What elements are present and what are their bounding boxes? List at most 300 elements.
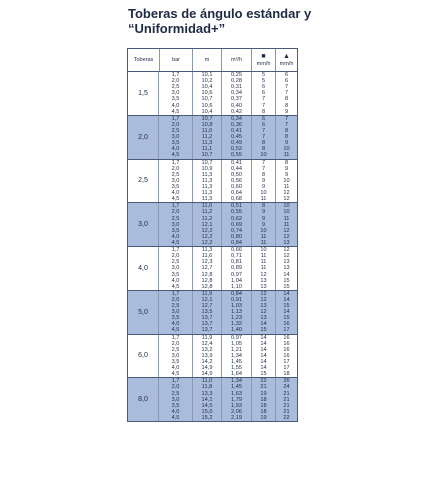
cell-m: 11,1 xyxy=(192,146,221,152)
cell-triangle: 6 xyxy=(275,78,297,84)
cell-bar: 3,0 xyxy=(171,352,180,359)
cell-bar: 3,0 xyxy=(171,309,180,316)
cell-m3h: 1,23 xyxy=(221,315,251,321)
cell-square: 10 xyxy=(251,228,275,234)
cell-m3h: 1,55 xyxy=(221,365,251,371)
cell-bar: 2,5 xyxy=(171,215,180,222)
cell-m3h: 0,25 xyxy=(221,72,251,78)
cell-bar: 1,7 xyxy=(171,290,180,297)
cell-square: 13 xyxy=(251,315,275,321)
cell-square: 13 xyxy=(251,278,275,284)
cell-triangle: 8 xyxy=(275,134,297,140)
cell-triangle: 7 xyxy=(275,90,297,96)
header-m3h xyxy=(221,49,251,71)
cell-bar: 2,5 xyxy=(171,171,180,178)
cell-triangle: 16 xyxy=(275,335,297,341)
cell-bar: 3,5 xyxy=(171,140,180,147)
cell-bar: 4,5 xyxy=(171,108,180,115)
cell-triangle: 11 xyxy=(275,152,297,158)
cell-bar: 2,0 xyxy=(171,296,180,303)
cell-m3h: 0,62 xyxy=(221,216,251,222)
cell-triangle: 9 xyxy=(275,109,297,115)
cell-square: 21 xyxy=(251,384,275,390)
cell-square: 11 xyxy=(251,265,275,271)
cell-triangle: 13 xyxy=(275,265,297,271)
cell-m3h: 1,04 xyxy=(221,278,251,284)
header-bar xyxy=(159,49,192,71)
cell-m3h: 0,50 xyxy=(221,172,251,178)
tobera-label: 8,0 xyxy=(128,378,159,421)
cell-triangle: 14 xyxy=(275,291,297,297)
cell-triangle: 13 xyxy=(275,259,297,265)
cell-m: 11,3 xyxy=(192,140,221,146)
cell-triangle: 10 xyxy=(275,146,297,152)
cell-square: 14 xyxy=(251,335,275,341)
cell-triangle: 13 xyxy=(275,240,297,246)
cell-bar: 2,0 xyxy=(171,78,180,85)
cell-m3h: 1,34 xyxy=(221,378,251,384)
cell-m3h: 1,63 xyxy=(221,391,251,397)
cell-square: 8 xyxy=(251,172,275,178)
cell-m3h: 1,03 xyxy=(221,303,251,309)
cell-bar: 3,0 xyxy=(171,134,180,141)
cell-bar: 2,0 xyxy=(171,121,180,128)
header-square-unit: mm/h xyxy=(256,61,271,67)
cell-m3h: 0,55 xyxy=(221,209,251,215)
cell-m3h: 0,80 xyxy=(221,234,251,240)
cell-m3h: 0,55 xyxy=(221,152,251,158)
cell-m3h: 0,68 xyxy=(221,196,251,202)
cell-m: 14,5 xyxy=(192,403,221,409)
cell-square: 11 xyxy=(251,259,275,265)
cell-bar: 2,0 xyxy=(171,384,180,391)
cell-m: 12,8 xyxy=(192,272,221,278)
cell-triangle: 17 xyxy=(275,365,297,371)
cell-m: 12,3 xyxy=(192,259,221,265)
table-row xyxy=(159,240,297,246)
tobera-label: 4,0 xyxy=(128,247,159,290)
cell-m3h: 0,97 xyxy=(221,335,251,341)
cell-bar: 1,7 xyxy=(171,334,180,341)
cell-square: 10 xyxy=(251,247,275,253)
cell-m: 10,4 xyxy=(192,109,221,115)
cell-m3h: 0,56 xyxy=(221,178,251,184)
cell-m3h: 0,44 xyxy=(221,166,251,172)
cell-m3h: 0,60 xyxy=(221,184,251,190)
cell-bar: 4,5 xyxy=(171,239,180,246)
cell-square: 11 xyxy=(251,240,275,246)
cell-triangle: 7 xyxy=(275,84,297,90)
cell-square: 9 xyxy=(251,184,275,190)
cell-square: 6 xyxy=(251,116,275,122)
cell-triangle: 14 xyxy=(275,272,297,278)
cell-triangle: 9 xyxy=(275,140,297,146)
page-title: Toberas de ángulo estándar y “Uniformidad+” xyxy=(128,6,312,36)
cell-square: 15 xyxy=(251,327,275,333)
header-m xyxy=(192,49,221,71)
cell-square: 14 xyxy=(251,359,275,365)
cell-m: 15,0 xyxy=(192,409,221,415)
cell-m: 13,5 xyxy=(192,309,221,315)
cell-triangle: 8 xyxy=(275,103,297,109)
cell-square: 14 xyxy=(251,365,275,371)
cell-triangle: 11 xyxy=(275,216,297,222)
cell-triangle: 15 xyxy=(275,284,297,290)
table-row xyxy=(159,327,297,333)
cell-bar: 4,5 xyxy=(171,196,180,203)
cell-square: 11 xyxy=(251,253,275,259)
cell-m3h: 1,45 xyxy=(221,384,251,390)
table-row xyxy=(159,415,297,421)
cell-square: 22 xyxy=(251,378,275,384)
cell-m3h: 1,13 xyxy=(221,309,251,315)
cell-m: 10,6 xyxy=(192,103,221,109)
cell-m: 11,0 xyxy=(192,128,221,134)
header-triangle-unit: mm/h xyxy=(279,61,294,67)
cell-square: 13 xyxy=(251,284,275,290)
cell-m: 14,1 xyxy=(192,397,221,403)
cell-square: 12 xyxy=(251,309,275,315)
group-rows xyxy=(159,247,297,290)
cell-bar: 3,5 xyxy=(171,402,180,409)
cell-triangle: 12 xyxy=(275,253,297,259)
cell-m3h: 1,79 xyxy=(221,397,251,403)
nozzle-group xyxy=(128,159,297,203)
cell-m3h: 0,84 xyxy=(221,240,251,246)
cell-m: 11,3 xyxy=(192,184,221,190)
cell-m: 11,3 xyxy=(192,247,221,253)
square-spacing-icon: ■ xyxy=(261,53,266,60)
cell-bar: 2,5 xyxy=(171,84,180,91)
cell-m: 10,1 xyxy=(192,72,221,78)
table-header xyxy=(128,49,297,72)
cell-square: 8 xyxy=(251,140,275,146)
cell-triangle: 18 xyxy=(275,371,297,377)
cell-m3h: 0,81 xyxy=(221,259,251,265)
cell-m3h: 2,19 xyxy=(221,415,251,421)
cell-m3h: 0,49 xyxy=(221,140,251,146)
cell-square: 9 xyxy=(251,216,275,222)
cell-bar: 2,0 xyxy=(171,165,180,172)
cell-bar: 1,7 xyxy=(171,247,180,254)
cell-m3h: 0,71 xyxy=(221,253,251,259)
cell-bar: 4,0 xyxy=(171,321,180,328)
cell-m3h: 0,89 xyxy=(221,265,251,271)
nozzle-group xyxy=(128,334,297,378)
cell-square: 8 xyxy=(251,146,275,152)
cell-m: 10,7 xyxy=(192,116,221,122)
tobera-label: 3,0 xyxy=(128,203,159,246)
cell-m: 10,7 xyxy=(192,152,221,158)
cell-triangle: 17 xyxy=(275,359,297,365)
nozzle-group xyxy=(128,115,297,159)
cell-square: 7 xyxy=(251,134,275,140)
cell-m3h: 0,45 xyxy=(221,134,251,140)
cell-m: 13,9 xyxy=(192,353,221,359)
group-rows xyxy=(159,72,297,115)
cell-m: 11,9 xyxy=(192,335,221,341)
header-bar-label: bar xyxy=(172,57,180,63)
cell-square: 14 xyxy=(251,341,275,347)
cell-bar: 2,5 xyxy=(171,303,180,310)
cell-bar: 1,7 xyxy=(171,72,180,78)
cell-triangle: 22 xyxy=(275,415,297,421)
header-m3h-label: m³/h xyxy=(231,57,242,63)
cell-m: 11,6 xyxy=(192,253,221,259)
cell-square: 8 xyxy=(251,109,275,115)
nozzle-group xyxy=(128,246,297,290)
cell-bar: 4,0 xyxy=(171,408,180,415)
cell-bar: 4,0 xyxy=(171,146,180,153)
header-square xyxy=(251,49,275,71)
cell-square: 6 xyxy=(251,90,275,96)
header-toberas-label: Toberas xyxy=(133,57,154,63)
cell-m: 10,6 xyxy=(192,90,221,96)
cell-m3h: 1,21 xyxy=(221,347,251,353)
cell-bar: 4,5 xyxy=(171,415,180,422)
cell-triangle: 12 xyxy=(275,196,297,202)
cell-square: 10 xyxy=(251,152,275,158)
triangle-spacing-icon: ▲ xyxy=(283,53,290,60)
cell-m: 15,2 xyxy=(192,415,221,421)
tobera-label: 1,5 xyxy=(128,72,159,115)
cell-m3h: 0,74 xyxy=(221,228,251,234)
cell-triangle: 11 xyxy=(275,184,297,190)
cell-bar: 3,5 xyxy=(171,96,180,103)
cell-bar: 3,5 xyxy=(171,315,180,322)
table-body xyxy=(128,72,297,421)
cell-triangle: 15 xyxy=(275,315,297,321)
cell-bar: 3,0 xyxy=(171,177,180,184)
cell-bar: 4,0 xyxy=(171,277,180,284)
cell-square: 14 xyxy=(251,347,275,353)
cell-m3h: 1,93 xyxy=(221,403,251,409)
cell-square: 6 xyxy=(251,122,275,128)
cell-triangle: 7 xyxy=(275,116,297,122)
cell-m: 14,9 xyxy=(192,365,221,371)
tobera-label: 2,0 xyxy=(128,116,159,159)
cell-triangle: 9 xyxy=(275,172,297,178)
cell-square: 6 xyxy=(251,84,275,90)
cell-m: 10,8 xyxy=(192,122,221,128)
header-m-label: m xyxy=(204,57,210,63)
cell-m: 11,2 xyxy=(192,134,221,140)
cell-m: 11,3 xyxy=(192,196,221,202)
group-rows xyxy=(159,378,297,421)
cell-m: 10,7 xyxy=(192,160,221,166)
cell-m3h: 0,51 xyxy=(221,203,251,209)
cell-triangle: 21 xyxy=(275,397,297,403)
cell-square: 11 xyxy=(251,196,275,202)
cell-m3h: 1,45 xyxy=(221,359,251,365)
cell-m: 12,1 xyxy=(192,222,221,228)
cell-bar: 2,0 xyxy=(171,253,180,260)
cell-square: 5 xyxy=(251,72,275,78)
cell-m: 12,4 xyxy=(192,341,221,347)
cell-triangle: 21 xyxy=(275,391,297,397)
cell-bar: 1,7 xyxy=(171,203,180,210)
cell-m3h: 0,37 xyxy=(221,96,251,102)
cell-square: 12 xyxy=(251,297,275,303)
cell-bar: 3,5 xyxy=(171,227,180,234)
group-rows xyxy=(159,160,297,203)
cell-bar: 4,5 xyxy=(171,152,180,159)
cell-triangle: 9 xyxy=(275,166,297,172)
cell-m: 12,2 xyxy=(192,240,221,246)
header-triangle xyxy=(275,49,297,71)
cell-bar: 3,5 xyxy=(171,271,180,278)
table-row xyxy=(159,109,297,115)
group-rows xyxy=(159,203,297,246)
cell-m3h: 1,34 xyxy=(221,353,251,359)
table-row xyxy=(159,371,297,377)
cell-bar: 3,5 xyxy=(171,359,180,366)
cell-m: 13,2 xyxy=(192,347,221,353)
cell-bar: 1,7 xyxy=(171,115,180,122)
cell-bar: 3,5 xyxy=(171,183,180,190)
cell-square: 9 xyxy=(251,209,275,215)
cell-triangle: 15 xyxy=(275,303,297,309)
cell-m: 14,9 xyxy=(192,371,221,377)
cell-m: 12,2 xyxy=(192,228,221,234)
table-row xyxy=(159,284,297,290)
nozzle-group xyxy=(128,202,297,246)
cell-m: 11,9 xyxy=(192,291,221,297)
cell-triangle: 21 xyxy=(275,403,297,409)
cell-square: 13 xyxy=(251,303,275,309)
cell-m: 12,7 xyxy=(192,303,221,309)
cell-bar: 3,0 xyxy=(171,90,180,97)
cell-square: 7 xyxy=(251,166,275,172)
cell-square: 19 xyxy=(251,391,275,397)
cell-square: 18 xyxy=(251,409,275,415)
cell-m3h: 0,34 xyxy=(221,116,251,122)
cell-square: 5 xyxy=(251,78,275,84)
cell-triangle: 7 xyxy=(275,122,297,128)
cell-triangle: 16 xyxy=(275,341,297,347)
cell-bar: 4,5 xyxy=(171,327,180,334)
cell-square: 14 xyxy=(251,321,275,327)
cell-triangle: 14 xyxy=(275,309,297,315)
cell-m3h: 0,52 xyxy=(221,146,251,152)
cell-m3h: 0,97 xyxy=(221,272,251,278)
cell-square: 18 xyxy=(251,403,275,409)
cell-triangle: 8 xyxy=(275,96,297,102)
cell-triangle: 26 xyxy=(275,378,297,384)
cell-m3h: 0,42 xyxy=(221,109,251,115)
cell-m3h: 0,41 xyxy=(221,128,251,134)
nozzle-group xyxy=(128,72,297,115)
cell-m: 11,3 xyxy=(192,178,221,184)
cell-m3h: 0,69 xyxy=(221,222,251,228)
cell-triangle: 10 xyxy=(275,209,297,215)
cell-m: 10,9 xyxy=(192,166,221,172)
cell-triangle: 10 xyxy=(275,178,297,184)
cell-m3h: 0,91 xyxy=(221,297,251,303)
cell-triangle: 16 xyxy=(275,347,297,353)
cell-m3h: 0,36 xyxy=(221,122,251,128)
table-row xyxy=(159,152,297,158)
cell-bar: 4,5 xyxy=(171,371,180,378)
cell-square: 7 xyxy=(251,103,275,109)
cell-m: 14,2 xyxy=(192,359,221,365)
nozzle-group xyxy=(128,377,297,421)
cell-bar: 1,7 xyxy=(171,159,180,166)
cell-m3h: 0,28 xyxy=(221,78,251,84)
tobera-label: 2,5 xyxy=(128,160,159,203)
cell-m: 11,0 xyxy=(192,378,221,384)
cell-square: 12 xyxy=(251,291,275,297)
cell-m3h: 0,34 xyxy=(221,90,251,96)
cell-m3h: 1,10 xyxy=(221,284,251,290)
cell-bar: 2,5 xyxy=(171,390,180,397)
cell-triangle: 12 xyxy=(275,190,297,196)
cell-square: 10 xyxy=(251,190,275,196)
cell-triangle: 8 xyxy=(275,160,297,166)
cell-bar: 3,0 xyxy=(171,396,180,403)
cell-m3h: 0,40 xyxy=(221,103,251,109)
cell-triangle: 17 xyxy=(275,327,297,333)
cell-m: 11,2 xyxy=(192,216,221,222)
cell-m3h: 0,64 xyxy=(221,190,251,196)
cell-triangle: 16 xyxy=(275,321,297,327)
cell-m3h: 0,84 xyxy=(221,291,251,297)
cell-square: 12 xyxy=(251,272,275,278)
nozzle-group xyxy=(128,290,297,334)
cell-m: 10,7 xyxy=(192,96,221,102)
cell-triangle: 24 xyxy=(275,384,297,390)
cell-m: 13,7 xyxy=(192,315,221,321)
cell-square: 14 xyxy=(251,353,275,359)
cell-m3h: 1,32 xyxy=(221,321,251,327)
cell-m: 13,7 xyxy=(192,321,221,327)
cell-bar: 1,7 xyxy=(171,378,180,385)
cell-m: 10,2 xyxy=(192,78,221,84)
cell-bar: 4,0 xyxy=(171,190,180,197)
cell-square: 7 xyxy=(251,160,275,166)
cell-triangle: 12 xyxy=(275,228,297,234)
cell-bar: 3,0 xyxy=(171,265,180,272)
cell-m3h: 0,66 xyxy=(221,247,251,253)
cell-square: 7 xyxy=(251,96,275,102)
cell-bar: 2,5 xyxy=(171,259,180,266)
cell-m: 13,7 xyxy=(192,327,221,333)
cell-m: 12,8 xyxy=(192,284,221,290)
header-toberas xyxy=(128,49,159,71)
cell-bar: 4,0 xyxy=(171,102,180,109)
cell-bar: 2,0 xyxy=(171,340,180,347)
cell-square: 18 xyxy=(251,397,275,403)
cell-triangle: 12 xyxy=(275,247,297,253)
cell-m3h: 1,40 xyxy=(221,327,251,333)
group-rows xyxy=(159,335,297,378)
cell-m: 12,2 xyxy=(192,234,221,240)
cell-m: 12,1 xyxy=(192,297,221,303)
cell-m: 12,7 xyxy=(192,265,221,271)
cell-square: 19 xyxy=(251,415,275,421)
cell-triangle: 11 xyxy=(275,222,297,228)
cell-triangle: 6 xyxy=(275,72,297,78)
cell-m3h: 1,05 xyxy=(221,341,251,347)
cell-m3h: 0,31 xyxy=(221,84,251,90)
cell-triangle: 15 xyxy=(275,278,297,284)
cell-triangle: 21 xyxy=(275,409,297,415)
cell-bar: 4,0 xyxy=(171,365,180,372)
tobera-label: 5,0 xyxy=(128,291,159,334)
cell-square: 7 xyxy=(251,128,275,134)
cell-m: 12,8 xyxy=(192,278,221,284)
cell-bar: 2,5 xyxy=(171,127,180,134)
